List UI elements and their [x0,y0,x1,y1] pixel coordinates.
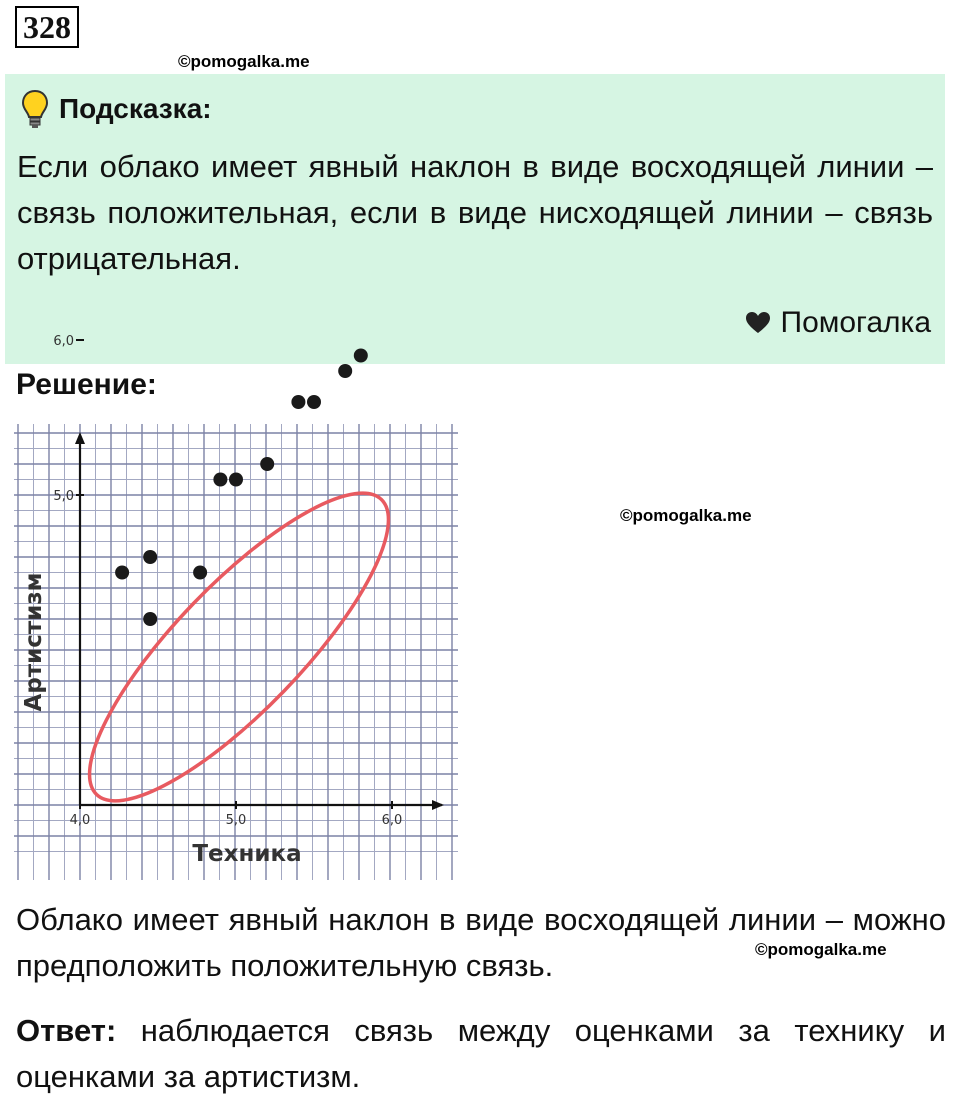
data-point [229,473,243,487]
y-axis-arrow [75,432,85,444]
solution-title: Решение: [16,368,157,401]
answer-text: наблюдается связь между оценками за технику и оценками за артистизм. [16,1013,946,1094]
data-point [213,473,227,487]
correlation-ellipse [51,456,426,838]
task-number: 328 [15,6,79,48]
data-point [115,566,129,580]
lightbulb-icon [21,89,49,129]
data-point [143,612,157,626]
watermark-chart: ©pomogalka.me [620,506,752,525]
answer-label: Ответ: [16,1013,117,1048]
x-axis-arrow [432,800,444,810]
data-point [193,566,207,580]
data-point [307,395,321,409]
brand [745,306,932,340]
data-point [291,395,305,409]
x-tick-label: 4,0 [69,813,91,828]
y-tick-label: 5,0 [53,489,74,504]
heart-icon [745,311,771,335]
data-point [143,550,157,564]
brand-text: Помогалка [780,306,931,339]
watermark-conclusion: ©pomogalka.me [755,940,887,959]
hint-box [5,74,945,364]
x-tick-label: 5,0 [225,813,247,828]
y-axis-label: Артистизм [21,572,47,712]
hint-title-text: Подсказка: [59,93,212,124]
data-point [260,457,274,471]
data-point [354,349,368,363]
conclusion-text: Облако имеет явный наклон в виде восходящей линии – можно предположить положительную связь. [16,902,946,983]
y-tick-label: 6,0 [53,334,74,349]
answer [16,1008,946,1100]
hint-title [21,89,212,129]
watermark: ©pomogalka.me [178,52,310,71]
x-tick-label: 6,0 [381,813,403,828]
data-point [338,364,352,378]
hint-text: Если облако имеет явный наклон в виде восходящей линии – связь положительная, если в виде нисходящей линии – связь отрицательная. [17,149,933,276]
x-axis-label: Техника [192,841,302,867]
